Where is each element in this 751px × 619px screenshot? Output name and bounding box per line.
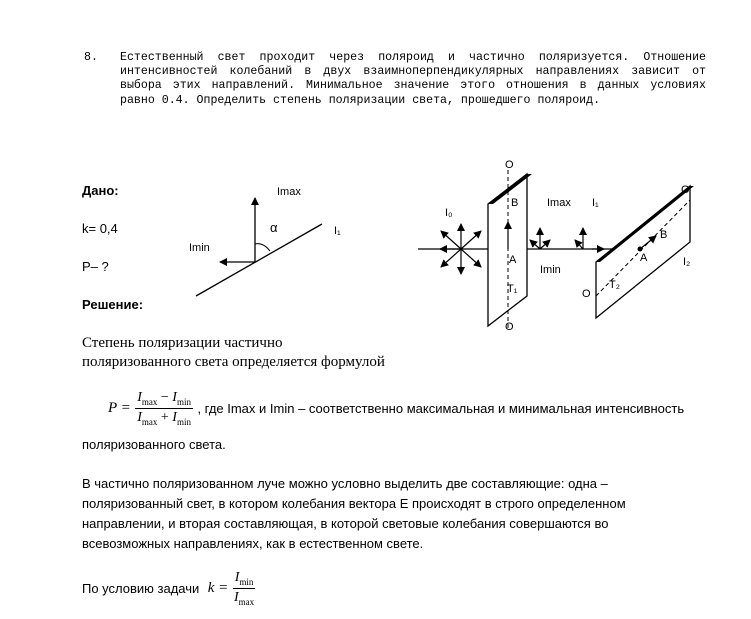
formula-den-a-sub: max: [141, 416, 158, 427]
paragraph-degree-of-polarization: [82, 334, 385, 372]
t2-label: T₂: [609, 279, 620, 291]
a2-label: A: [640, 252, 648, 264]
condition-k: k =: [207, 579, 229, 596]
b2-label: B: [660, 229, 668, 241]
vec-imax-label: Imax: [277, 186, 301, 198]
condition-fraction: [233, 570, 256, 607]
formula-fraction: [135, 390, 193, 427]
formula-num-a-sub: max: [141, 396, 158, 407]
condition-line: [82, 570, 255, 607]
i1-direction-line: [196, 224, 322, 296]
polaroid-diagram: [418, 159, 694, 333]
paragraph2-line4: всевозможных направлениях, как в естественном свете.: [82, 536, 424, 551]
problem-number: 8.: [84, 51, 98, 64]
b1-label: B: [511, 197, 519, 209]
alpha-label: α: [270, 220, 278, 235]
i2-label: I₂: [683, 256, 691, 268]
condition-num-sub: min: [239, 576, 254, 587]
polarization-formula: [108, 390, 684, 427]
formula-description: , где Imax и Imin – соответственно максимальная и минимальная интенсивность: [197, 400, 685, 416]
imax-top-label: Imax: [547, 197, 571, 209]
o-right-top-label: O: [681, 184, 690, 196]
vec-i1-label: I₁: [334, 225, 341, 237]
formula-lhs: P =: [108, 399, 131, 416]
formula-num-b: I: [172, 390, 177, 405]
paragraph2-line2: поляризованный свет, в котором колебания вектора E происходят в строго определенном: [82, 496, 626, 511]
condition-den-sub: max: [238, 596, 255, 607]
condition-prefix: По условию задачи: [82, 580, 200, 596]
t2-center-point: [638, 247, 643, 252]
problem-text: Естественный свет проходит через поляроид и частично поляризуется. Отношение интенсивностей колебаний в двух взаимноперпендикулярных направлениях зависит от выбора этих направлений. Минимальное значение этого отношения в данных условиях равно 0.4. Определить степень поляризации света, прошедшего поляроид.: [120, 51, 706, 107]
vector-diagram: [189, 186, 341, 296]
paragraph-partial-polarization: [82, 474, 626, 554]
condition-num: I: [234, 570, 240, 585]
component-arrows: [530, 228, 583, 249]
paragraph1-line2: поляризованного света определяется формулой: [82, 354, 385, 370]
i1-label: I₁: [592, 197, 599, 209]
o-top-label: O: [505, 159, 514, 171]
paragraph1-line1: Степень поляризации частично: [82, 335, 283, 351]
t1-label: T₁: [507, 283, 518, 295]
given-heading: Дано:: [82, 183, 119, 198]
o-bottom-label: O: [505, 321, 514, 333]
given-k: k= 0,4: [82, 221, 118, 236]
formula-den-a: I: [137, 409, 142, 425]
formula-den-b-sub: min: [176, 416, 191, 427]
alpha-arc: [255, 244, 270, 251]
paragraph2-line1: В частично поляризованном луче можно условно выделить две составляющие: одна –: [82, 476, 608, 491]
a1-label: A: [509, 254, 517, 266]
formula-num-b-sub: min: [176, 396, 191, 407]
solution-heading: Решение:: [82, 297, 144, 312]
given-find: P– ?: [82, 259, 109, 274]
o-right-bottom-label: O: [582, 288, 591, 300]
vec-imin-label: Imin: [189, 242, 210, 254]
formula-den-b: I: [172, 409, 177, 425]
formula-description-line2: поляризованного света.: [82, 437, 226, 452]
formula-den-op: +: [157, 409, 173, 425]
condition-den: I: [233, 589, 239, 605]
formula-num-op: −: [157, 390, 173, 405]
imin-label: Imin: [540, 264, 561, 276]
i0-label: I₀: [445, 207, 453, 219]
formula-num-a: I: [137, 390, 142, 405]
paragraph2-line3: направлении, и вторая составляющая, в которой световые колебания совершаются во: [82, 516, 609, 531]
